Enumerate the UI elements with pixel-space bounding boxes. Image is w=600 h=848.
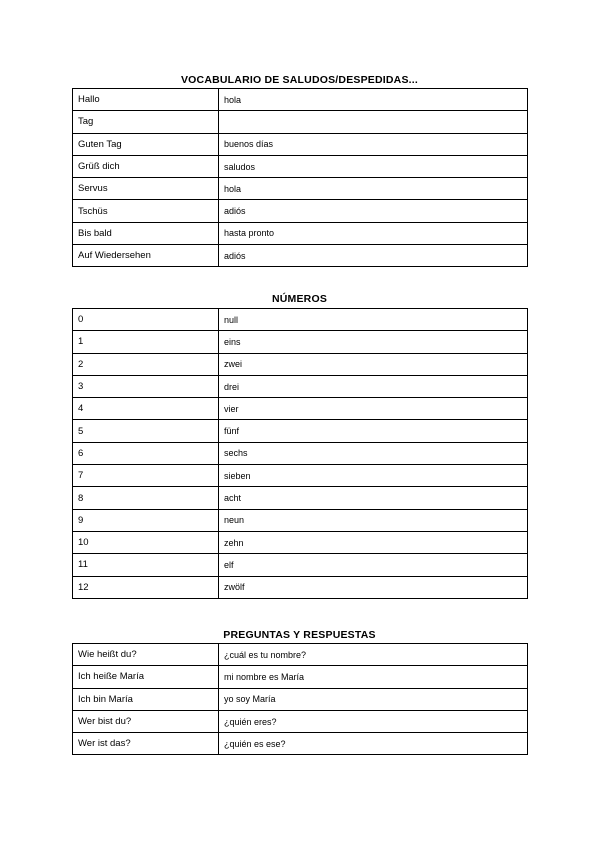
spanish-translation: saludos bbox=[219, 155, 528, 177]
table-row bbox=[73, 420, 528, 442]
number-digit: 5 bbox=[73, 420, 219, 442]
preguntas-table bbox=[72, 643, 528, 755]
spanish-translation: adiós bbox=[219, 245, 528, 267]
german-word: Tag bbox=[73, 111, 219, 133]
spanish-translation bbox=[219, 111, 528, 133]
table-row bbox=[73, 554, 528, 576]
number-digit: 6 bbox=[73, 442, 219, 464]
german-number-word: acht bbox=[219, 487, 528, 509]
german-number-word: zehn bbox=[219, 531, 528, 553]
german-number-word: zwei bbox=[219, 353, 528, 375]
table-row bbox=[73, 200, 528, 222]
table-row bbox=[73, 245, 528, 267]
spanish-translation: hola bbox=[219, 178, 528, 200]
table-row bbox=[73, 688, 528, 710]
spanish-translation: hola bbox=[219, 89, 528, 111]
german-word: Bis bald bbox=[73, 222, 219, 244]
table-row bbox=[73, 155, 528, 177]
table-row bbox=[73, 666, 528, 688]
german-phrase: Wie heißt du? bbox=[73, 644, 219, 666]
number-digit: 7 bbox=[73, 465, 219, 487]
number-digit: 9 bbox=[73, 509, 219, 531]
german-number-word: elf bbox=[219, 554, 528, 576]
german-number-word: zwölf bbox=[219, 576, 528, 598]
spanish-translation: buenos días bbox=[219, 133, 528, 155]
saludos-title: VOCABULARIO DE SALUDOS/DESPEDIDAS... bbox=[180, 74, 419, 86]
german-number-word: sieben bbox=[219, 465, 528, 487]
german-word: Guten Tag bbox=[73, 133, 219, 155]
german-word: Grüß dich bbox=[73, 155, 219, 177]
number-digit: 0 bbox=[73, 309, 219, 331]
preguntas-title: PREGUNTAS Y RESPUESTAS bbox=[223, 629, 376, 641]
number-digit: 8 bbox=[73, 487, 219, 509]
spanish-translation: hasta pronto bbox=[219, 222, 528, 244]
table-row bbox=[73, 398, 528, 420]
spanish-translation: ¿quién eres? bbox=[219, 710, 528, 732]
spanish-translation: ¿cuál es tu nombre? bbox=[219, 644, 528, 666]
table-row bbox=[73, 509, 528, 531]
table-row bbox=[73, 178, 528, 200]
german-word: Tschüs bbox=[73, 200, 219, 222]
table-row bbox=[73, 531, 528, 553]
german-word: Servus bbox=[73, 178, 219, 200]
german-phrase: Wer ist das? bbox=[73, 733, 219, 755]
number-digit: 4 bbox=[73, 398, 219, 420]
number-digit: 2 bbox=[73, 353, 219, 375]
table-row bbox=[73, 576, 528, 598]
spanish-translation: yo soy María bbox=[219, 688, 528, 710]
table-row bbox=[73, 353, 528, 375]
german-word: Auf Wiedersehen bbox=[73, 245, 219, 267]
german-number-word: null bbox=[219, 309, 528, 331]
german-phrase: Ich bin María bbox=[73, 688, 219, 710]
number-digit: 12 bbox=[73, 576, 219, 598]
table-row bbox=[73, 442, 528, 464]
number-digit: 11 bbox=[73, 554, 219, 576]
table-row bbox=[73, 375, 528, 397]
spanish-translation: mi nombre es María bbox=[219, 666, 528, 688]
number-digit: 1 bbox=[73, 331, 219, 353]
table-row bbox=[73, 644, 528, 666]
number-digit: 3 bbox=[73, 375, 219, 397]
spanish-translation: ¿quién es ese? bbox=[219, 733, 528, 755]
german-number-word: neun bbox=[219, 509, 528, 531]
table-row bbox=[73, 89, 528, 111]
table-row bbox=[73, 309, 528, 331]
german-word: Hallo bbox=[73, 89, 219, 111]
german-phrase: Ich heiße María bbox=[73, 666, 219, 688]
numeros-title: NÚMEROS bbox=[271, 293, 328, 305]
german-phrase: Wer bist du? bbox=[73, 710, 219, 732]
table-row bbox=[73, 222, 528, 244]
german-number-word: drei bbox=[219, 375, 528, 397]
table-row bbox=[73, 111, 528, 133]
table-row bbox=[73, 733, 528, 755]
german-number-word: eins bbox=[219, 331, 528, 353]
table-row bbox=[73, 133, 528, 155]
german-number-word: fünf bbox=[219, 420, 528, 442]
number-digit: 10 bbox=[73, 531, 219, 553]
table-row bbox=[73, 710, 528, 732]
table-row bbox=[73, 487, 528, 509]
table-row bbox=[73, 331, 528, 353]
spanish-translation: adiós bbox=[219, 200, 528, 222]
german-number-word: vier bbox=[219, 398, 528, 420]
table-row bbox=[73, 465, 528, 487]
numeros-table bbox=[72, 308, 528, 599]
german-number-word: sechs bbox=[219, 442, 528, 464]
saludos-table bbox=[72, 88, 528, 267]
